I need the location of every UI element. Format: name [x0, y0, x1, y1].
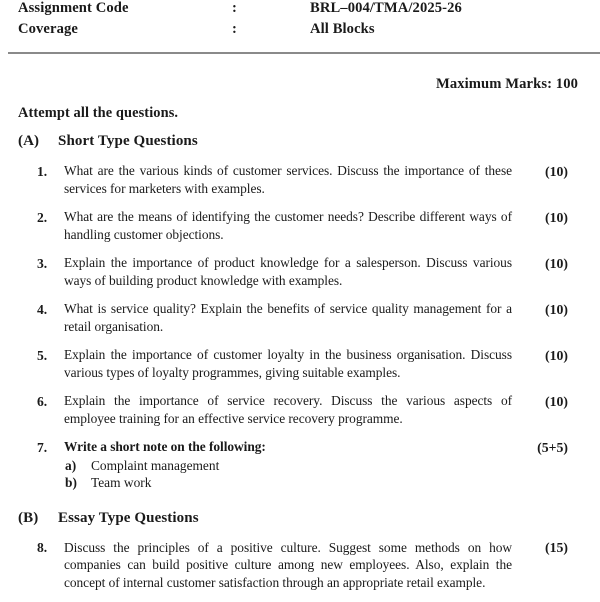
- question-body: [64, 539, 512, 592]
- subitem-label: a): [65, 457, 77, 473]
- question-number: 6.: [37, 393, 48, 409]
- question-number: 4.: [37, 301, 48, 317]
- section-heading-a: [18, 133, 600, 150]
- question-text: Write a short note on the following:: [64, 439, 266, 454]
- meta-label-assignment-code: Assignment Code: [18, 0, 129, 16]
- question-body: [64, 254, 512, 289]
- question-number: 2.: [37, 209, 48, 225]
- question-number: 5.: [37, 347, 48, 363]
- header-divider: [8, 52, 600, 54]
- question-item: [37, 539, 578, 592]
- question-text: Explain the importance of product knowledge for a salesperson. Discuss various ways of building product knowledge with examples.: [64, 255, 512, 288]
- question-marks: (5+5): [537, 439, 568, 455]
- question-item: [37, 162, 578, 197]
- question-subitem: [64, 457, 512, 475]
- question-marks: (15): [545, 540, 568, 555]
- meta-row-assignment-code: [18, 0, 578, 19]
- section-title-a: Short Type Questions: [58, 133, 198, 149]
- question-number: 8.: [37, 540, 48, 555]
- question-marks: (10): [545, 301, 568, 317]
- question-text: Explain the importance of customer loyalty in the business organisation. Discuss various types of loyalty programmes, giving suitable examples.: [64, 347, 512, 380]
- question-subitem-list: [64, 457, 512, 492]
- meta-colon-assignment-code: :: [232, 0, 237, 16]
- section-title-b: Essay Type Questions: [58, 509, 199, 526]
- question-item: [37, 300, 578, 335]
- question-subitem: [64, 474, 512, 492]
- question-body: [64, 392, 512, 427]
- question-body: [64, 300, 512, 335]
- question-text: What are the various kinds of customer services. Discuss the importance of these services for marketers with examples.: [64, 163, 512, 196]
- question-marks: (10): [545, 163, 568, 179]
- question-item: [37, 208, 578, 243]
- section-letter-b: (B): [18, 509, 39, 526]
- question-item: [37, 346, 578, 381]
- question-body: [64, 162, 512, 197]
- question-number: 7.: [37, 439, 48, 455]
- section-heading-b: [18, 510, 600, 527]
- question-body: [64, 346, 512, 381]
- subitem-text: Complaint management: [91, 457, 220, 473]
- questions-content: [0, 133, 600, 602]
- question-text: What is service quality? Explain the benefits of service quality management for a retail organisation.: [64, 301, 512, 334]
- meta-label-coverage: Coverage: [18, 21, 78, 37]
- question-marks: (10): [545, 255, 568, 271]
- question-marks: (10): [545, 209, 568, 225]
- assignment-meta-table: [18, 0, 578, 40]
- meta-colon-coverage: :: [232, 21, 237, 37]
- meta-row-coverage: [18, 19, 578, 40]
- question-body: [64, 438, 512, 492]
- question-item: [37, 392, 578, 427]
- question-text: Explain the importance of service recovery. Discuss the various aspects of employee training for an effective service recovery programme.: [64, 393, 512, 426]
- question-item: [37, 254, 578, 289]
- subitem-text: Team work: [91, 475, 152, 490]
- question-body: [64, 208, 512, 243]
- question-number: 3.: [37, 255, 48, 271]
- maximum-marks: Maximum Marks: 100: [435, 76, 578, 92]
- meta-value-assignment-code: BRL–004/TMA/2025-26: [310, 0, 462, 16]
- question-marks: (10): [545, 347, 568, 363]
- attempt-instruction: Attempt all the questions.: [18, 105, 179, 121]
- subitem-label: b): [65, 475, 77, 490]
- meta-value-coverage: All Blocks: [310, 21, 375, 37]
- question-marks: (10): [545, 393, 568, 409]
- question-text: Discuss the principles of a positive culture. Suggest some methods on how companies can build positive culture among new employees. Also, explain the concept of internal customer satisfaction through an appropriate retail example.: [64, 539, 512, 590]
- section-letter-a: (A): [18, 133, 40, 149]
- question-text: What are the means of identifying the customer needs? Describe different ways of handling customer objections.: [64, 209, 512, 242]
- question-item: [37, 438, 578, 492]
- question-number: 1.: [37, 163, 48, 179]
